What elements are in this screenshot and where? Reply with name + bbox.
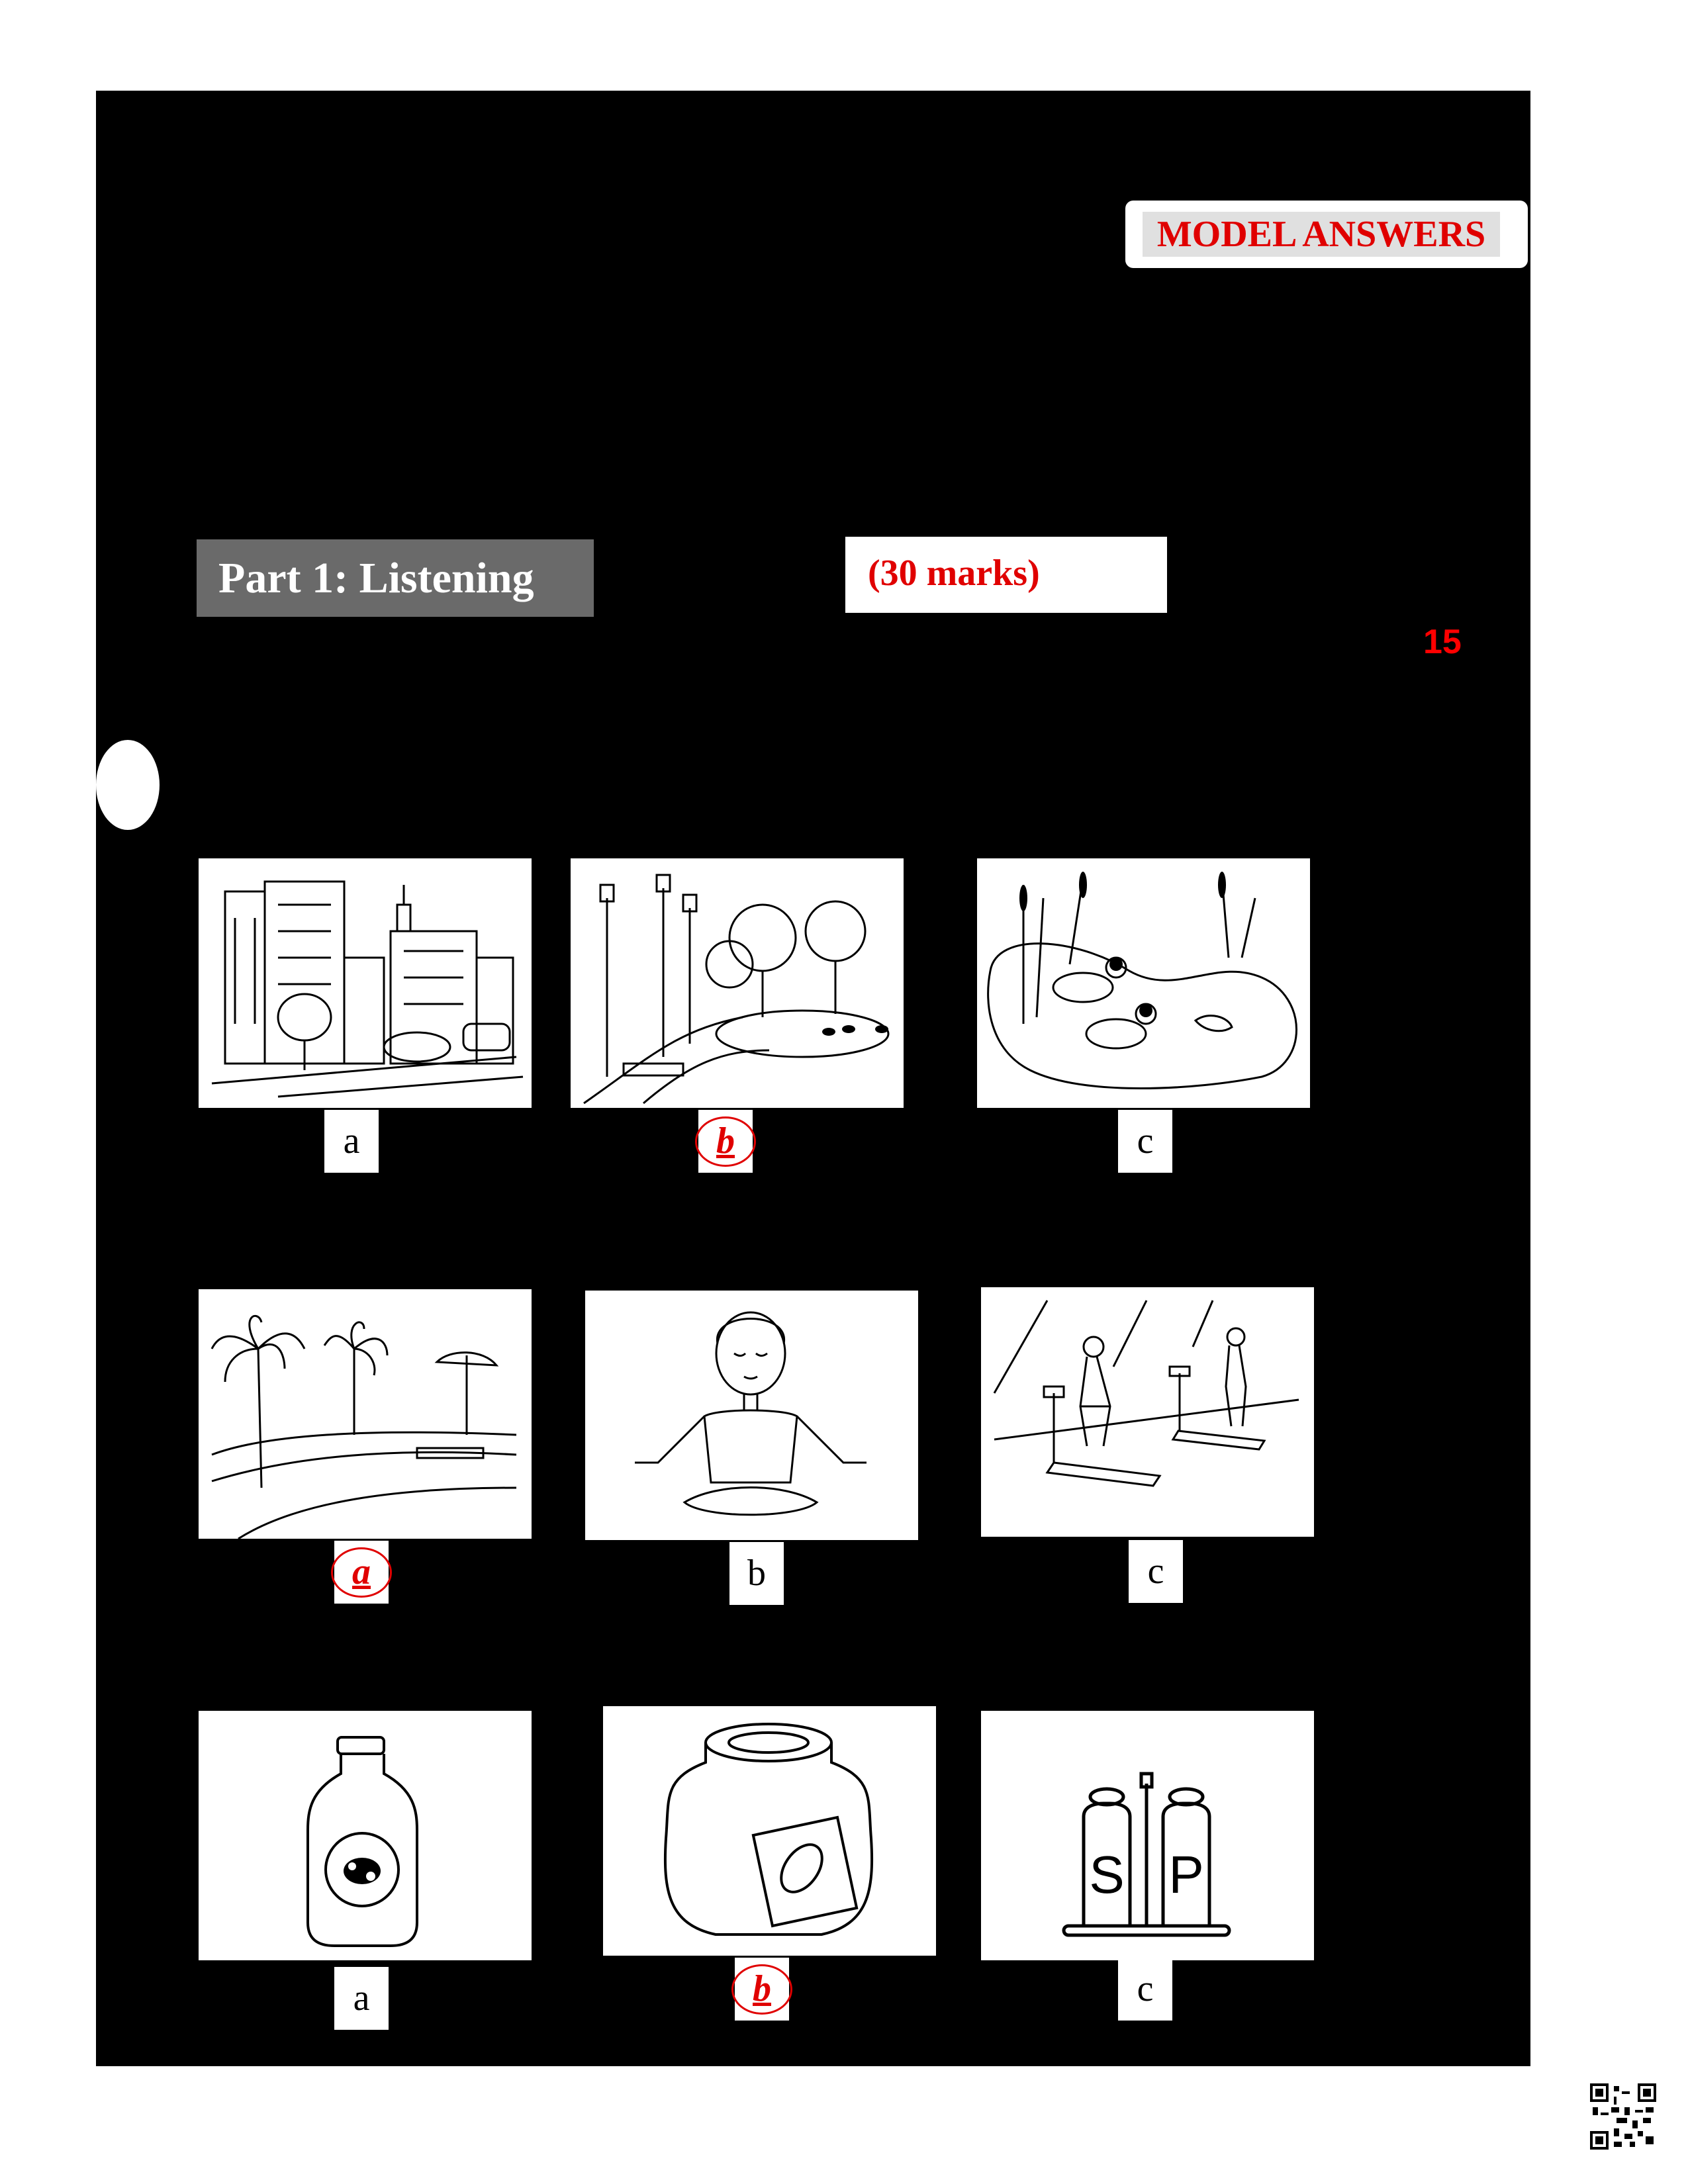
model-answers-label: MODEL ANSWERS <box>1143 212 1500 257</box>
option-label: a <box>334 1967 389 2030</box>
option-label-text: a <box>352 1551 371 1592</box>
duck-pond-icon <box>977 858 1310 1108</box>
honey-jar-icon <box>603 1706 936 1956</box>
meditation-icon <box>585 1291 918 1540</box>
city-street-icon <box>199 858 532 1108</box>
option-label-correct <box>735 1958 789 2021</box>
score-value: 15 <box>1423 623 1462 661</box>
option-label: c <box>1118 1958 1172 2021</box>
option-picture-treadmills[interactable] <box>981 1287 1314 1537</box>
model-answers-badge <box>1125 201 1528 268</box>
qr-code-icon <box>1590 2083 1656 2150</box>
salt-pepper-icon <box>981 1711 1314 1960</box>
option-picture-park[interactable] <box>571 858 904 1108</box>
pepper-letter: P <box>1168 1845 1204 1904</box>
option-picture-meditation[interactable] <box>585 1291 918 1540</box>
binder-hole <box>96 740 160 830</box>
option-picture-duck-pond[interactable] <box>977 858 1310 1108</box>
option-picture-salt-pepper[interactable] <box>981 1711 1314 1960</box>
option-picture-pool[interactable] <box>199 1289 532 1539</box>
treadmill-icon <box>981 1287 1314 1537</box>
park-icon <box>571 858 904 1108</box>
salt-letter: S <box>1089 1845 1125 1904</box>
option-picture-milk-bottle[interactable] <box>199 1711 532 1960</box>
option-label: c <box>1129 1540 1183 1603</box>
option-label-text: b <box>716 1120 735 1161</box>
option-label-correct <box>334 1541 389 1604</box>
section-marks: (30 marks) <box>845 537 1167 613</box>
option-picture-honey-jar[interactable] <box>603 1706 936 1956</box>
milk-bottle-icon <box>199 1711 532 1960</box>
pool-icon <box>199 1289 532 1539</box>
section-title: Part 1: Listening <box>197 539 594 617</box>
option-label: c <box>1118 1110 1172 1173</box>
option-label: b <box>729 1542 784 1605</box>
option-label-correct <box>698 1110 753 1173</box>
option-label: a <box>324 1110 379 1173</box>
option-picture-city-street[interactable] <box>199 858 532 1108</box>
option-label-text: b <box>753 1968 771 2009</box>
